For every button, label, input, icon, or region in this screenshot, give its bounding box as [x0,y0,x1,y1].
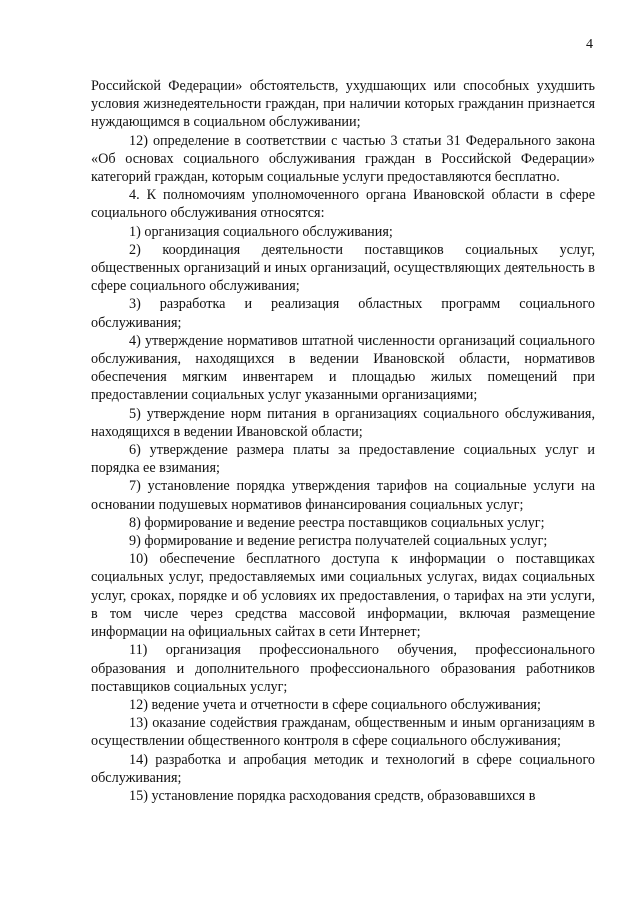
list-item-12-categories: 12) определение в соответствии с частью 3 статьи 31 Федерального закона «Об основах социального обслуживания граждан в Российской Федерации» категорий граждан, которым социальные услуги предоставляются бесплатно. [91,132,595,186]
list-item-4: 4) утверждение нормативов штатной численности организаций социального обслуживания, находящихся в ведении Ивановской области, нормативов обеспечения мягким инвентарем и площадью жилых помещений при предоставлении социальных услуг указанными организациями; [91,332,595,404]
list-item-14: 14) разработка и апробация методик и технологий в сфере социального обслуживания; [91,751,595,786]
list-item-9: 9) формирование и ведение регистра получателей социальных услуг; [129,533,548,550]
list-item-2: 2) координация деятельности поставщиков социальных услуг, общественных организаций и иных организаций, осуществляющих деятельность в сфере социального обслуживания; [91,241,595,295]
section-4-heading: 4. К полномочиям уполномоченного органа Ивановской области в сфере социального обслуживания относятся: [91,187,595,222]
paragraph-continuation: Российской Федерации» обстоятельств, ухудшающих или способных ухудшить условия жизнедеятельности граждан, при наличии которых гражданин признается нуждающимся в социальном обслуживании; [91,78,595,131]
page-number: 4 [586,37,593,52]
list-item-7: 7) установление порядка утверждения тарифов на социальные услуги на основании подушевых нормативов финансирования социальных услуг; [91,478,595,513]
list-item-11: 11) организация профессионального обучения, профессионального образования и дополнительного профессионального образования работников поставщиков социальных услуг; [91,642,595,695]
list-item-15: 15) установление порядка расходования средств, образовавшихся в [129,787,536,804]
list-item-12: 12) ведение учета и отчетности в сфере социального обслуживания; [129,696,541,713]
list-item-5: 5) утверждение норм питания в организациях социального обслуживания, находящихся в ведении Ивановской области; [91,405,595,440]
list-item-3: 3) разработка и реализация областных программ социального обслуживания; [91,296,595,331]
list-item-10: 10) обеспечение бесплатного доступа к информации о поставщиках социальных услуг, предоставляемых ими социальных услугах, видах социальных услуг, сроках, порядке и об условиях их предоставления, о тарифах на эти услуги, в том числе через средства массовой информации, включая размещение информации на официальных сайтах в сети Интернет; [91,551,595,641]
document-body [91,77,595,805]
list-item-13: 13) оказание содействия гражданам, общественным и иным организациям в осуществлении общественного контроля в сфере социального обслуживания; [91,715,595,750]
list-item-8: 8) формирование и ведение реестра поставщиков социальных услуг; [129,514,545,531]
list-item-1: 1) организация социального обслуживания; [129,223,393,240]
list-item-6: 6) утверждение размера платы за предоставление социальных услуг и порядка ее взимания; [91,442,595,477]
